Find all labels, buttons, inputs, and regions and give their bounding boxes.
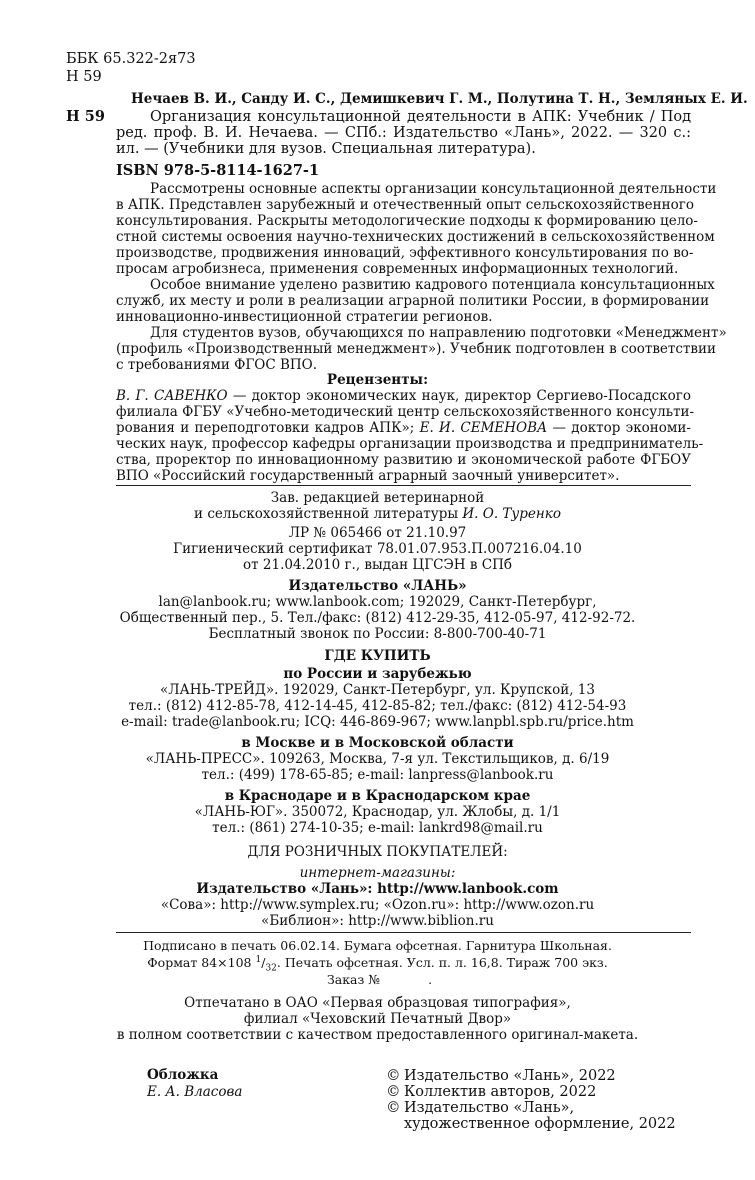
abstract-line: стной системы освоения научно-технических достижений в сельскохозяйственном — [116, 229, 715, 245]
divider — [116, 485, 691, 486]
publisher-contacts-1: lan@lanbook.ru; www.lanbook.com; 192029, Санкт-Петербург, — [158, 594, 597, 610]
divider — [116, 932, 691, 933]
krasnodar-line-2: тел.: (861) 274-10-35; e-mail: lankrd98@mail.ru — [212, 820, 543, 836]
abstract-line: с требованиями ФГОС ВПО. — [116, 357, 318, 373]
russia-heading: по России и зарубежью — [283, 666, 472, 682]
online-stores-2: «Библион»: http://www.biblion.ru — [261, 913, 494, 929]
russia-line-1: «ЛАНЬ-ТРЕЙД». 192029, Санкт-Петербург, ул. Крупской, 13 — [160, 682, 595, 698]
abstract-line: Для студентов вузов, обучающихся по направлению подготовки «Менеджмент» — [150, 325, 727, 341]
reviewer-line-4: ческих наук, профессор кафедры организации производства и предприниматель- — [116, 436, 704, 452]
order-number: Заказ № . — [327, 972, 433, 987]
reviewer-line-3: рования и переподготовки кадров АПК»; Е. И. СЕМЕНОВА — доктор экономи- — [116, 420, 691, 436]
reviewer-line-5: ства, проректор по инновационному развитию и экономической работе ФГБОУ — [116, 452, 691, 468]
krasnodar-heading: в Краснодаре и в Краснодарском крае — [224, 788, 531, 804]
copyright-symbol: © — [386, 1100, 401, 1116]
author-mark-side: Н 59 — [66, 108, 105, 125]
russia-line-2: тел.: (812) 412-85-78, 412-14-45, 412-85-82; тел./факс: (812) 412-54-93 — [128, 698, 627, 714]
russia-line-3: e-mail: trade@lanbook.ru; ICQ: 446-869-967; www.lanpbl.spb.ru/price.htm — [121, 714, 634, 730]
fraction-numerator: 1 — [255, 955, 262, 965]
reviewer-line-1: В. Г. САВЕНКО — доктор экономических наук, директор Сергиево-Посадского — [116, 388, 691, 404]
bbk-index: ББК 65.322-2я73 — [66, 51, 196, 67]
printer-line-2: филиал «Чеховский Печатный Двор» — [243, 1011, 512, 1027]
authors: Нечаев В. И., Санду И. С., Демишкевич Г. М., Полутина Т. Н., Земляных Е. И. — [131, 91, 748, 107]
printer-line-1: Отпечатано в ОАО «Первая образцовая типография», — [184, 995, 571, 1011]
publisher-name: Издательство «ЛАНЬ» — [288, 578, 467, 594]
copyright-design: художественное оформление, 2022 — [404, 1116, 676, 1132]
fraction-denominator: 32 — [265, 963, 277, 974]
abstract-line: инновационно-инвестиционной стратегии регионов. — [116, 309, 493, 325]
online-stores-label: интернет-магазины: — [299, 865, 456, 881]
reviewer-line-6: ВПО «Российский государственный аграрный заочный университет». — [116, 468, 620, 484]
bib-line-1: Организация консультационной деятельности в АПК: Учебник / Под — [150, 109, 691, 125]
author-mark-top: Н 59 — [66, 69, 102, 85]
copyright-symbol: © — [386, 1084, 401, 1100]
abstract-line: консультирования. Раскрыты методологические подходы к формированию цело- — [116, 213, 698, 229]
editor-name: И. О. Туренко — [462, 506, 561, 522]
moscow-heading: в Москве и в Московской области — [241, 735, 514, 751]
print-info-1: Подписано в печать 06.02.14. Бумага офсетная. Гарнитура Школьная. — [143, 938, 612, 953]
abstract-line: просам агробизнеса, применения современных информационных технологий. — [116, 261, 679, 277]
publisher-hotline: Бесплатный звонок по России: 8-800-700-40-71 — [208, 626, 547, 642]
printer-line-3: в полном соответствии с качеством предоставленного оригинал-макета. — [116, 1027, 639, 1043]
publisher-contacts-2: Общественный пер., 5. Тел./факс: (812) 412-29-35, 412-05-97, 412-92-72. — [119, 610, 636, 626]
abstract-line: (профиль «Производственный менеджмент»). Учебник подготовлен в соответствии — [116, 341, 717, 357]
abstract-line: в АПК. Представлен зарубежный и отечественный опыт сельскохозяйственного — [116, 197, 694, 213]
reviewer-line-2: филиала ФГБУ «Учебно-методический центр сельскохозяйственного консульти- — [116, 404, 695, 420]
online-stores-1: «Сова»: http://www.symplex.ru; «Ozon.ru»: http://www.ozon.ru — [160, 897, 595, 913]
abstract-line: Особое внимание уделено развитию кадрового потенциала консультационных — [150, 277, 715, 293]
moscow-line-2: тел.: (499) 178-65-85; e-mail: lanpress@lanbook.ru — [201, 767, 554, 783]
copyright-publisher: Издательство «Лань», 2022 — [404, 1068, 616, 1084]
print-info-2: Формат 84×108 $^1/_{32}$. Печать офсетная. Усл. п. л. 16,8. Тираж 700 экз. — [147, 955, 608, 974]
reviewers-heading: Рецензенты: — [326, 372, 429, 388]
editorial-line-2: и сельскохозяйственной литературы И. О. Туренко — [194, 506, 561, 522]
copyright-authors: Коллектив авторов, 2022 — [404, 1084, 597, 1100]
hygiene-cert-date: от 21.04.2010 г., выдан ЦГСЭН в СПб — [243, 557, 512, 573]
abstract-line: производстве, продвижения инноваций, эффективного консультирования по во- — [116, 245, 694, 261]
where-to-buy-heading: ГДЕ КУПИТЬ — [324, 648, 431, 664]
copyright-design-publisher: Издательство «Лань», — [404, 1100, 575, 1116]
license: ЛР № 065466 от 21.10.97 — [288, 525, 467, 541]
retail-heading: ДЛЯ РОЗНИЧНЫХ ПОКУПАТЕЛЕЙ: — [247, 844, 508, 860]
bib-line-2: ред. проф. В. И. Нечаева. — СПб.: Издательство «Лань», 2022. — 320 с.: — [116, 125, 691, 141]
lan-online-store: Издательство «Лань»: http://www.lanbook.com — [196, 881, 559, 897]
hygiene-cert: Гигиенический сертификат 78.01.07.953.П.007216.04.10 — [173, 541, 582, 557]
moscow-line-1: «ЛАНЬ-ПРЕСС». 109263, Москва, 7-я ул. Текстильщиков, д. 6/19 — [145, 751, 610, 767]
editorial-line-1: Зав. редакцией ветеринарной — [270, 490, 485, 506]
reviewer-name-1: В. Г. САВЕНКО — [116, 388, 228, 404]
cover-label: Обложка — [147, 1067, 219, 1083]
krasnodar-line-1: «ЛАНЬ-ЮГ». 350072, Краснодар, ул. Жлобы, д. 1/1 — [194, 804, 561, 820]
abstract-line: служб, их месту и роли в реализации аграрной политики России, в формировании — [116, 293, 710, 309]
copyright-symbol: © — [386, 1068, 401, 1084]
abstract-line: Рассмотрены основные аспекты организации консультационной деятельности — [150, 181, 717, 197]
isbn: ISBN 978-5-8114-1627-1 — [116, 162, 320, 179]
bib-line-3: ил. — (Учебники для вузов. Специальная литература). — [116, 141, 536, 157]
cover-designer: Е. А. Власова — [147, 1084, 243, 1100]
reviewer-name-2: Е. И. СЕМЕНОВА — [419, 420, 548, 436]
